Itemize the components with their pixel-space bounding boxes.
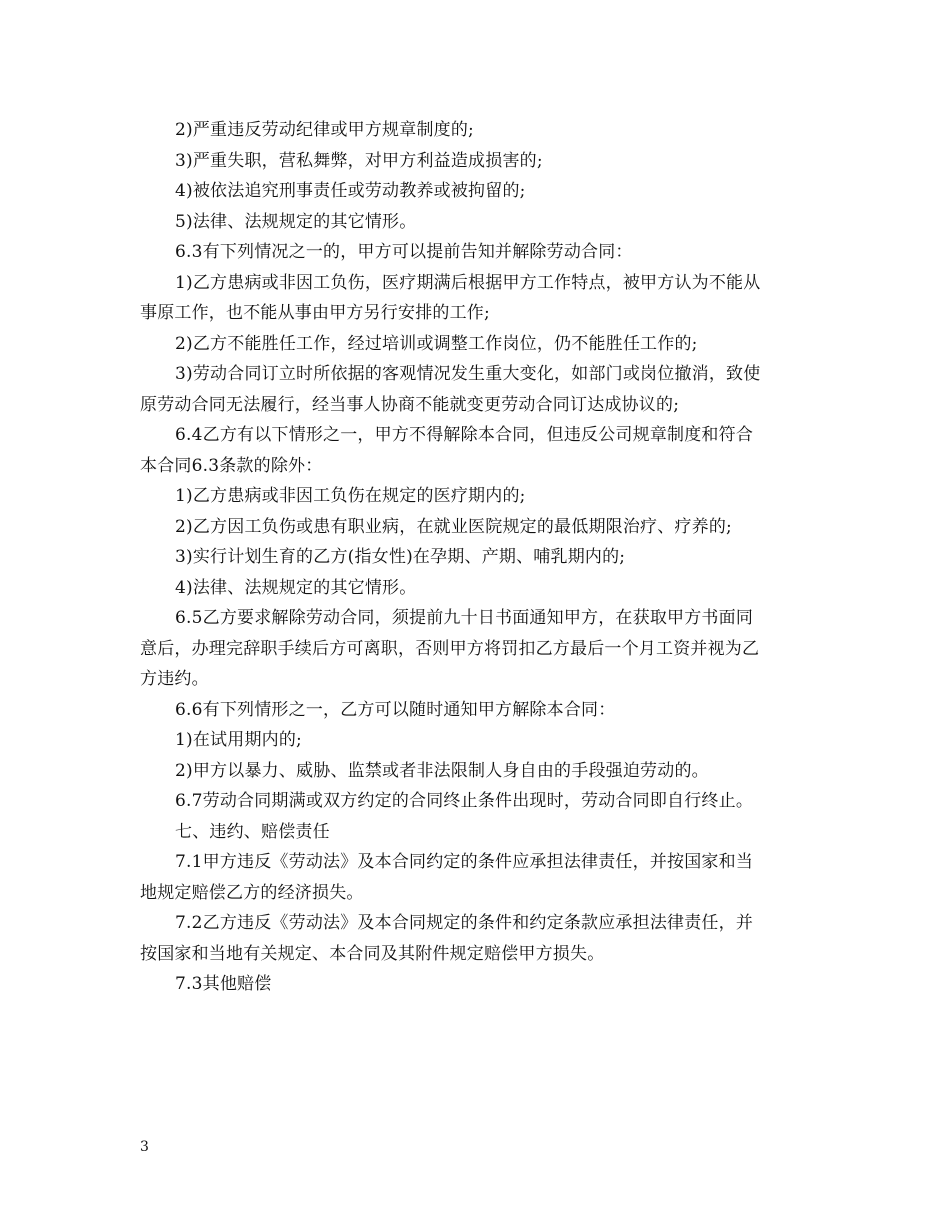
- text-line: 1)乙方患病或非因工负伤在规定的医疗期内的;: [175, 486, 526, 506]
- text-line: 6.7劳动合同期满或双方约定的合同终止条件出现时，劳动合同即自行终止。: [175, 791, 754, 811]
- text-line: 2)严重违反劳动纪律或甲方规章制度的;: [175, 120, 474, 140]
- text-line: 6.3有下列情况之一的，甲方可以提前告知并解除劳动合同：: [175, 242, 633, 262]
- page-number: 3: [140, 1139, 149, 1155]
- text-line: 7.3其他赔偿: [175, 974, 272, 994]
- text-line: 原劳动合同无法履行，经当事人协商不能就变更劳动合同订达成协议的;: [140, 394, 680, 415]
- text-line: 2)甲方以暴力、威胁、监禁或者非法限制人身自由的手段强迫劳动的。: [175, 760, 709, 781]
- text-line: 4)法律、法规规定的其它情形。: [175, 577, 417, 598]
- text-line: 方违约。: [140, 669, 209, 689]
- text-line: 5)法律、法规规定的其它情形。: [175, 211, 417, 232]
- text-line: 意后，办理完辞职手续后方可离职，否则甲方将罚扣乙方最后一个月工资并视为乙: [140, 638, 760, 659]
- document-body: [140, 115, 814, 1000]
- text-line: 3)实行计划生育的乙方(指女性)在孕期、产期、哺乳期内的;: [175, 547, 626, 567]
- text-line: 2)乙方因工负伤或患有职业病，在就业医院规定的最低期限治疗、疗养的;: [175, 516, 732, 537]
- text-line: 事原工作，也不能从事由甲方另行安排的工作;: [140, 303, 490, 323]
- text-line: 3)严重失职，营私舞弊，对甲方利益造成损害的;: [175, 150, 543, 171]
- text-line: 6.5乙方要求解除劳动合同，须提前九十日书面通知甲方，在获取甲方书面同: [175, 608, 754, 628]
- text-line: 本合同6.3条款的除外：: [140, 455, 323, 476]
- text-line: 七、违约、赔偿责任: [175, 821, 330, 842]
- text-line: 1)乙方患病或非因工负伤，医疗期满后根据甲方工作特点，被甲方认为不能从: [175, 272, 761, 293]
- text-line: 6.4乙方有以下情形之一，甲方不得解除本合同，但违反公司规章制度和符合: [175, 425, 754, 445]
- text-line: 地规定赔偿乙方的经济损失。: [140, 882, 364, 903]
- text-line: 3)劳动合同订立时所依据的客观情况发生重大变化，如部门或岗位撤消，致使: [175, 364, 761, 384]
- text-line: 6.6有下列情形之一，乙方可以随时通知甲方解除本合同：: [175, 699, 616, 720]
- text-line: 7.2乙方违反《劳动法》及本合同规定的条件和约定条款应承担法律责任，并: [175, 913, 754, 933]
- text-line: 4)被依法追究刑事责任或劳动教养或被拘留的;: [175, 181, 526, 201]
- text-line: 2)乙方不能胜任工作，经过培训或调整工作岗位，仍不能胜任工作的;: [175, 333, 698, 354]
- text-line: 按国家和当地有关规定、本合同及其附件规定赔偿甲方损失。: [140, 943, 605, 964]
- text-line: 1)在试用期内的;: [175, 730, 302, 750]
- text-line: 7.1甲方违反《劳动法》及本合同约定的条件应承担法律责任，并按国家和当: [175, 852, 754, 872]
